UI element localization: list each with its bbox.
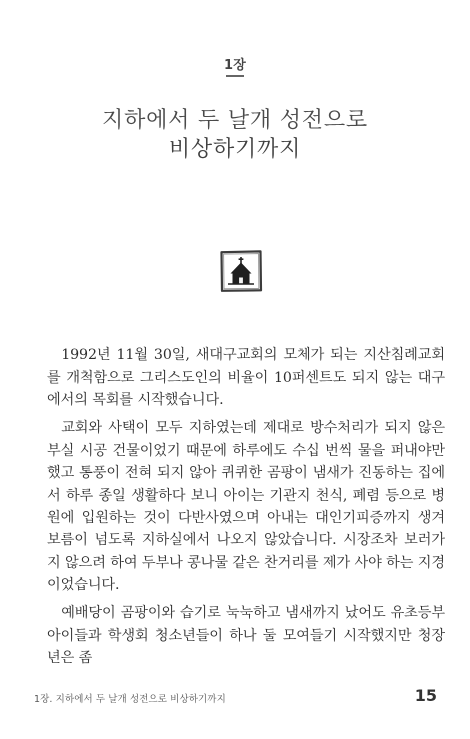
chapter-label: 1장 [223,58,246,73]
chapter-title-line-1: 지하에서 두 날개 성전으로 [102,108,368,133]
body-text [47,342,445,670]
running-footer-title: 1장. 지하에서 두 날개 성전으로 비상하기까지 [34,694,226,705]
paragraph-1: 1992년 11월 30일, 새대구교회의 모체가 되는 지산침례교회를 개척함으로 그리스도인의 비율이 10퍼센트도 되지 않는 대구에서의 목회를 시작했습니다. [47,347,445,408]
chapter-divider [226,75,244,77]
chapter-title-line-2: 비상하기까지 [168,137,302,162]
chapel-icon [218,248,264,294]
paragraph-2: 교회와 사택이 모두 지하였는데 제대로 방수처리가 되지 않은 부실 시공 건물이었기 때문에 하루에도 수십 번씩 물을 퍼내야만 했고 통풍이 전혀 되지 않아 퀴퀴한 곰팡이 냄새가 진동하는 집에서 하루 종일 생활하다 보니 아이는 기관지 천식, 폐렴 등으로 병원에 입원하는 것이 다반사였으며 아내는 대인기피증까지 생겨 보름이 넘도록 지하실에서 나오지 않았습니다. 시장조차 보러가지 않으려 하여 두부나 콩나물 같은 찬거리를 제가 사야 하는 지경이었습니다. [47,420,445,594]
paragraph-3: 예배당이 곰팡이와 습기로 눅눅하고 냄새까지 났어도 유초등부 아이들과 학생회 청소년들이 하나 둘 모여들기 시작했지만 청장년은 좀 [47,605,445,667]
page-number: 15 [414,686,437,705]
